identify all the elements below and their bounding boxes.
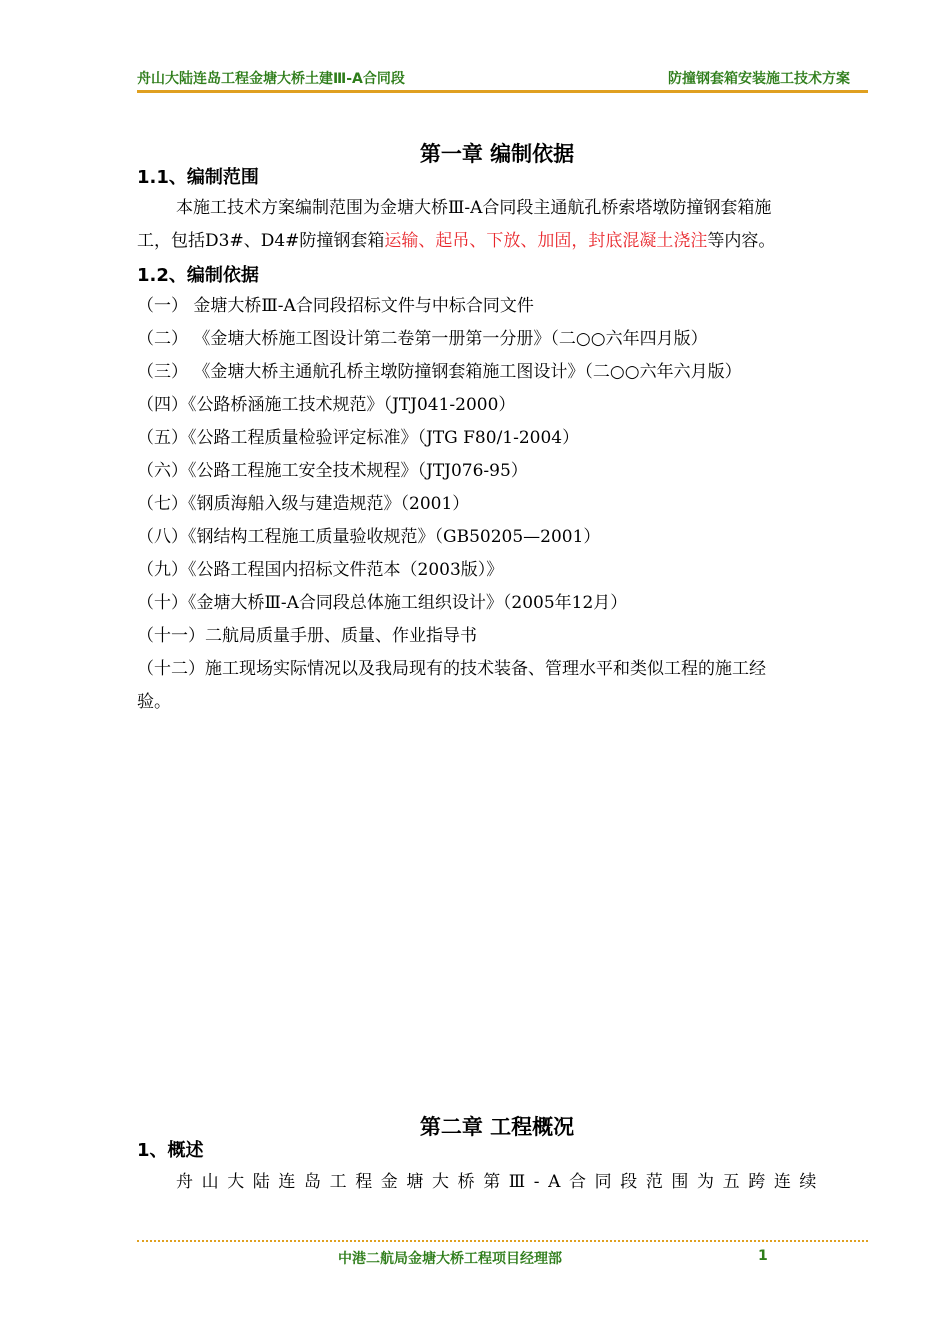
footer-divider bbox=[137, 1240, 868, 1242]
header-document-title: 防撞钢套箱安装施工技术方案 bbox=[668, 71, 850, 87]
reference-item: （十一）二航局质量手册、质量、作业指导书 bbox=[137, 626, 477, 646]
chapter-2-title: 第二章 工程概况 bbox=[419, 1115, 575, 1139]
highlighted-text: 运输、起吊、下放、加固，封底混凝土浇注 bbox=[384, 231, 708, 251]
reference-item: （五）《公路工程质量检验评定标准》（JTG F80/1-2004） bbox=[137, 428, 580, 448]
reference-item: （七）《钢质海船入级与建造规范》（2001） bbox=[137, 494, 470, 514]
section-1-1-paragraph-line-1: 本施工技术方案编制范围为金塘大桥Ⅲ-A合同段主通航孔桥索塔墩防撞钢套箱施 bbox=[176, 198, 772, 218]
reference-item: （二） 《金塘大桥施工图设计第二卷第一册第一分册》（二○○六年四月版） bbox=[137, 329, 708, 349]
reference-item: （十）《金塘大桥Ⅲ-A合同段总体施工组织设计》（2005年12月） bbox=[137, 593, 628, 613]
header-project-title: 舟山大陆连岛工程金塘大桥土建Ⅲ-A合同段 bbox=[137, 71, 405, 87]
reference-item: （四）《公路桥涵施工技术规范》（JTJ041-2000） bbox=[137, 395, 516, 415]
reference-item: （三） 《金塘大桥主通航孔桥主墩防撞钢套箱施工图设计》（二○○六年六月版） bbox=[137, 362, 742, 382]
reference-item: （八）《钢结构工程施工质量验收规范》（GB50205—2001） bbox=[137, 527, 601, 547]
section-1-2-heading: 1.2、编制依据 bbox=[137, 265, 259, 286]
section-1-1-paragraph-line-2 bbox=[137, 229, 775, 253]
overview-paragraph-line-1: 舟山大陆连岛工程金塘大桥第Ⅲ-A合同段范围为五跨连续 bbox=[176, 1172, 826, 1192]
reference-item-continuation: 验。 bbox=[137, 692, 171, 712]
page-number: 1 bbox=[758, 1248, 768, 1264]
reference-item: （一） 金塘大桥Ⅲ-A合同段招标文件与中标合同文件 bbox=[137, 296, 534, 316]
paragraph-text: 等内容。 bbox=[707, 231, 776, 251]
reference-item: （六）《公路工程施工安全技术规程》（JTJ076-95） bbox=[137, 461, 528, 481]
section-1-heading: 1、概述 bbox=[137, 1140, 204, 1161]
footer-organization: 中港二航局金塘大桥工程项目经理部 bbox=[338, 1251, 562, 1267]
paragraph-text: 工，包括D3#、D4#防撞钢套箱 bbox=[137, 231, 385, 251]
chapter-1-title: 第一章 编制依据 bbox=[419, 142, 575, 166]
header-divider bbox=[137, 90, 868, 93]
reference-item: （九）《公路工程国内招标文件范本（2003版）》 bbox=[137, 560, 504, 580]
section-1-1-heading: 1.1、编制范围 bbox=[137, 167, 259, 188]
reference-item: （十二）施工现场实际情况以及我局现有的技术装备、管理水平和类似工程的施工经 bbox=[137, 659, 766, 679]
